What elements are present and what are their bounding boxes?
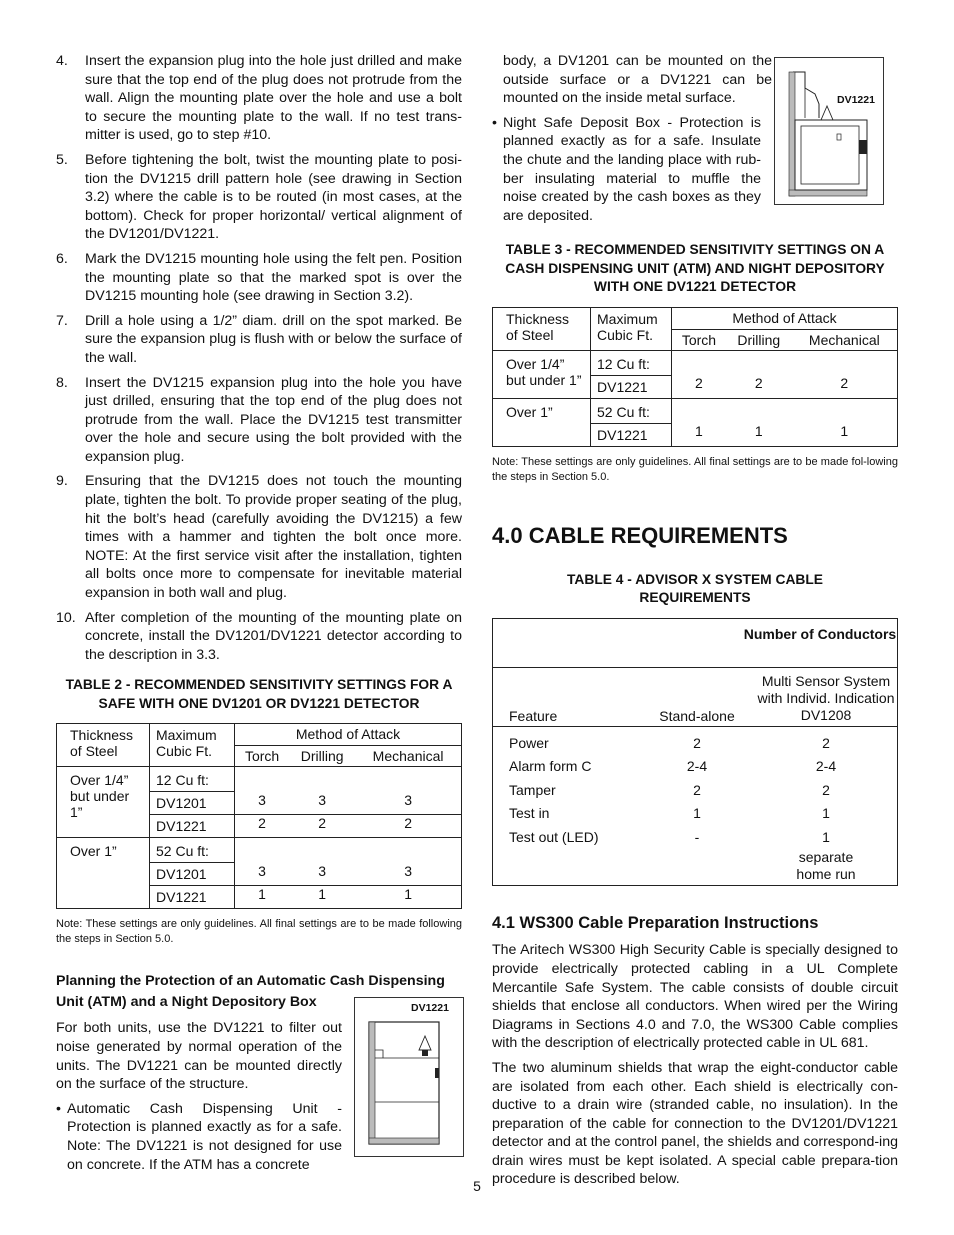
table-header: Torch xyxy=(681,331,717,348)
list-item: • Night Safe Deposit Box - Protection is planned exactly as for a safe. Insulate the chute and the landing place with rub-ber insulating material to muffle the noise created by the cash boxes as they are deposited. xyxy=(492,114,761,224)
table-header: Method of Attack xyxy=(732,309,837,326)
table-header: Drilling xyxy=(300,748,344,765)
table3-note: Note: These settings are only guidelines. All final settings are to be made fol-lowing the steps in Section 5.0. xyxy=(492,455,898,483)
table-cell: DV1221 xyxy=(597,426,648,443)
list-item: 9. Ensuring that the DV1215 does not touch the mounting plate, tighten the bolt. To provide proper seating of the plug, hit the bolt’s head (carefully avoiding the DV1215) a few times with a hammer and tighten the bolt once more. NOTE: At the first service visit after the installation, tighten all bolts once more to compensate for inevitable material expansion in both wall and plug. xyxy=(56,473,462,602)
section-4-1-paragraph-2: The two aluminum shields that wrap the eight-conductor cable are isolated from each other. Each shield is electrically con-ductive to a drain wire (stranded cable, no insulation). In the preparation of the cable for connection to the DV1201/DV1221 detector and at the control panel, the shields and correspond-ing drain wires must be kept isolated. A special cable prepara-tion procedure is described below. xyxy=(492,1059,898,1188)
list-item: 6. Mark the DV1215 mounting hole using the felt pen. Position the mounting plate so that the marked spot is over the DV1215 mounting hole (see drawing in Section 3.2). xyxy=(56,250,462,305)
table3-caption: TABLE 3 - RECOMMENDED SENSITIVITY SETTINGS ON A CASH DISPENSING UNIT (ATM) AND NIGHT DEPOSITORY WITH ONE DV1221 DETECTOR xyxy=(505,242,885,295)
table4-header-row xyxy=(493,619,897,668)
table-cell: 2 xyxy=(754,375,763,392)
table4-caption: TABLE 4 - ADVISOR X SYSTEM CABLE REQUIREMENTS xyxy=(566,571,824,606)
list-item: 4. Insert the expansion plug into the hole just drilled and make sure that the top end of the plug does not protrude from the wall. Align the mounting plate over the hole and use a bolt to secure the mounting plate to the wall. If no test trans-mitter is used, go to step #10. xyxy=(56,53,462,144)
table-cell: separate home run xyxy=(796,849,856,883)
table2 xyxy=(56,723,462,909)
table-cell: 1 xyxy=(695,423,703,440)
table-cell: DV1221 xyxy=(156,889,207,906)
table-cell: DV1201 xyxy=(156,795,207,812)
table4 xyxy=(492,618,898,887)
table-cell: 1 xyxy=(318,886,327,903)
table-cell: 1 xyxy=(840,423,849,440)
table-header: Mechanical xyxy=(808,331,880,348)
table3 xyxy=(492,307,898,447)
table-cell: 2 xyxy=(695,375,703,392)
atm-diagram xyxy=(355,998,463,1156)
dv1221-figure-right xyxy=(774,57,884,205)
table-cell: 3 xyxy=(318,862,327,879)
planning-intro: For both units, use the DV1221 to filter out noise generated by normal operation of the units. The DV1221 can be mounted directly on the surface of the structure. xyxy=(56,1020,342,1093)
section-4-heading: 4.0 CABLE REQUIREMENTS xyxy=(492,522,788,548)
table-cell: 52 Cu ft: xyxy=(156,843,209,860)
table-header: Maximum Cubic Ft. xyxy=(597,310,658,343)
table4-subheader-row xyxy=(493,668,897,727)
table-header: Torch xyxy=(244,748,280,765)
list-item: 10. After completion of the mounting of the mounting plate on concrete, install the DV1201/DV1221 detector according to the description in 3.3. xyxy=(56,609,462,663)
table-cell: 2 xyxy=(840,375,849,392)
table-header: Mechanical xyxy=(372,748,444,765)
table-cell: 3 xyxy=(404,791,412,808)
right-column xyxy=(492,52,898,1189)
table-cell: 1 xyxy=(754,423,763,440)
table-cell: 1 xyxy=(404,886,412,903)
list-item: 5. Before tightening the bolt, twist the mounting plate to posi-tion the DV1215 drill pattern hole (see drawing in Section 3.2) where the cable is to be routed (in most cases, at the bottom). Check for proper horizontal/ vertical alignment of the DV1201/DV1221. xyxy=(56,151,462,243)
table-header: Stand-alone xyxy=(659,707,735,724)
table-cell: Over 1” xyxy=(70,843,117,860)
planning-continued xyxy=(492,52,772,108)
table-cell: 3 xyxy=(258,791,266,808)
table-row: Power 2 2 xyxy=(509,734,830,751)
table2-caption: TABLE 2 - RECOMMENDED SENSITIVITY SETTINGS FOR A SAFE WITH ONE DV1201 OR DV1221 DETECTOR xyxy=(65,677,453,711)
installation-steps xyxy=(56,52,462,664)
section-4-1-paragraph-1: The Aritech WS300 High Security Cable is specially designed to provide electrically protected cabling in a UL Complete Mercantile Safe System. The cable consists of double circuit shields that enclose all conductors. When wired per the Wiring Diagrams in Sections 4.0 and 7.0, the WS300 Cable complies with the description of electrically protected cable in UL 681. xyxy=(492,942,898,1052)
table-cell: 2 xyxy=(404,815,412,832)
table-cell: 12 Cu ft: xyxy=(156,772,209,789)
table-cell: 2 xyxy=(318,815,327,832)
dv1221-figure-left xyxy=(354,997,464,1157)
planning-text xyxy=(56,1019,342,1174)
list-item: 7. Drill a hole using a 1/2” diam. drill on the spot marked. Be sure the expansion plug is flush with or below the surface of the wall. xyxy=(56,312,462,366)
night-depository-diagram xyxy=(775,58,883,204)
table-cell: 3 xyxy=(318,791,327,808)
table-row: Tamper 2 2 xyxy=(509,781,830,798)
table-cell: Over 1/4” but under 1” xyxy=(506,355,582,388)
table-cell: 3 xyxy=(404,862,412,879)
table-header: Multi Sensor System with Individ. Indication DV1208 xyxy=(757,672,895,723)
figure-label: DV1221 xyxy=(837,94,875,106)
table-row: Test out (LED) - 1 separate home run xyxy=(493,826,897,884)
table-header: Method of Attack xyxy=(295,726,401,743)
figure-label: DV1221 xyxy=(411,1002,449,1014)
atm-bullet-continued: body, a DV1201 can be mounted on the outside surface or a DV1221 can be mounted on the inside metal surface. xyxy=(503,53,772,107)
table-cell: DV1201 xyxy=(156,866,207,883)
table-cell: 2 xyxy=(258,815,266,832)
table-row: Test in 1 1 xyxy=(509,805,830,822)
night-safe-bullet: Night Safe Deposit Box - Protection is planned exactly as for a safe. Insulate the chute and the landing place with rub-ber insulating material to muffle the noise created by the cash boxes as they are deposited. xyxy=(503,114,761,224)
table-cell: DV1221 xyxy=(597,378,648,395)
table-row: Alarm form C 2-4 2-4 xyxy=(509,758,837,775)
table-cell: Over 1” xyxy=(506,403,553,420)
table-cell: 52 Cu ft: xyxy=(597,403,650,420)
table-header: Drilling xyxy=(737,331,781,348)
list-item: • Automatic Cash Dispensing Unit - Protection is planned exactly as for a safe. Note: The DV1221 is not designed for use on concrete. If the ATM has a concrete xyxy=(56,1100,342,1173)
table2-note: Note: These settings are only guidelines. All final settings are to be made following the steps in Section 5.0. xyxy=(56,918,462,946)
table-cell: Over 1/4” but under 1” xyxy=(70,772,130,821)
table-header: Maximum Cubic Ft. xyxy=(156,727,217,760)
list-item: 8. Insert the DV1215 expansion plug into the hole you have just drilled, ensuring that the top end of the plug does not protrude from the wall. Place the DV1215 test transmitter over the hole and secure using the bolt provided with the expansion plug. xyxy=(56,374,462,465)
table-cell: 1 xyxy=(258,886,266,903)
section-4-1-heading: 4.1 WS300 Cable Preparation Instructions xyxy=(492,914,819,933)
table-cell: 3 xyxy=(258,862,266,879)
table-header: Feature xyxy=(509,707,558,724)
table-cell: 12 Cu ft: xyxy=(597,355,650,372)
table-cell: DV1221 xyxy=(156,818,207,835)
page-number: 5 xyxy=(473,1178,481,1194)
table-header: Number of Conductors xyxy=(743,625,897,642)
atm-bullet: Automatic Cash Dispensing Unit - Protection is planned exactly as for a safe. Note: The DV1221 is not designed for use on concrete. If the ATM has a concrete xyxy=(67,1100,342,1173)
table4-body xyxy=(493,727,897,886)
planning-heading: Planning the Protection of an Automatic Cash Dispensing Unit (ATM) and a Night Depository Box xyxy=(56,973,445,1011)
table-header: Thickness of Steel xyxy=(70,727,134,760)
table-header: Thickness of Steel xyxy=(506,310,570,343)
